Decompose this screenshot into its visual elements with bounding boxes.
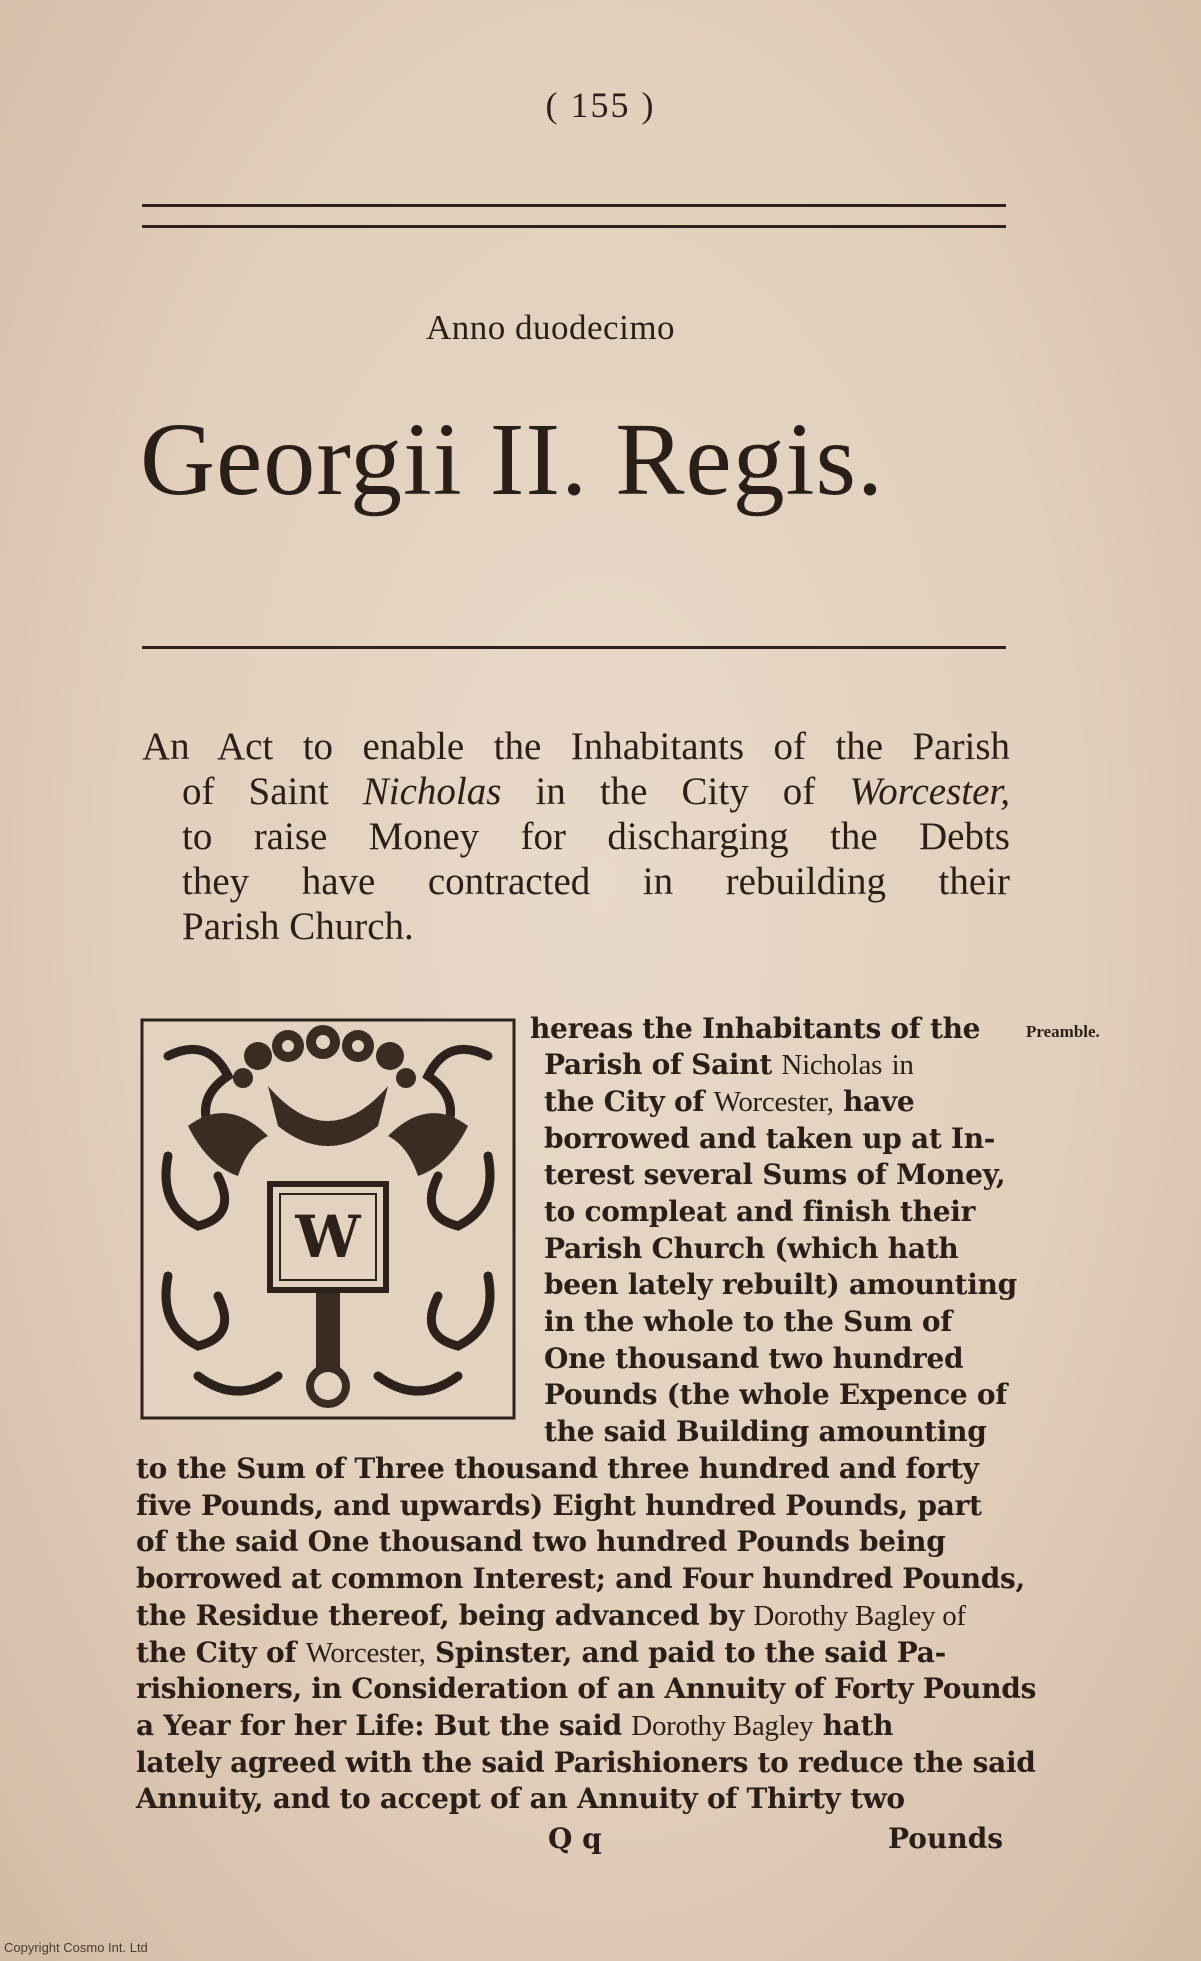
catchword: Pounds: [888, 1822, 1004, 1855]
body-line: to the Sum of Three thousand three hundred and forty: [136, 1452, 979, 1485]
body-line: One thousand two hundred: [544, 1342, 964, 1375]
body-line-roman: Dorothy Bagley: [631, 1710, 814, 1742]
body-line-text: the City of: [136, 1636, 297, 1669]
body-line: terest several Sums of Money,: [544, 1158, 1006, 1191]
body-line: five Pounds, and upwards) Eight hundred Pounds, part: [136, 1489, 982, 1522]
body-line-text: Parish of Saint: [544, 1048, 772, 1081]
act-title-italic-place: Worcester,: [849, 770, 1010, 813]
act-title-text: of Saint: [182, 770, 363, 813]
act-title-line: to raise Money for discharging the Debts: [182, 815, 1010, 858]
body-line-text: have: [842, 1085, 915, 1118]
body-line: been lately rebuilt) amounting: [544, 1268, 1017, 1301]
body-line: hereas the Inhabitants of the: [530, 1012, 981, 1045]
act-title-italic-place: Nicholas: [362, 770, 502, 813]
body-line: the said Building amounting: [544, 1415, 987, 1448]
anno-heading: Anno duodecimo: [426, 308, 676, 347]
body-line: [136, 1636, 946, 1670]
body-line: borrowed and taken up at In-: [544, 1122, 996, 1155]
act-title-line: [142, 769, 1010, 814]
body-line-roman: Dorothy Bagley of: [753, 1600, 966, 1632]
body-line: of the said One thousand two hundred Pounds being: [136, 1525, 946, 1558]
title-rule: [142, 646, 1006, 649]
body-line-text: the City of: [544, 1085, 705, 1118]
marginal-note-preamble: Preamble.: [1026, 1022, 1100, 1041]
top-rule-upper: [142, 204, 1006, 207]
body-line: in the whole to the Sum of: [544, 1305, 953, 1338]
top-rule-lower: [142, 225, 1006, 228]
body-line: borrowed at common Interest; and Four hundred Pounds,: [136, 1562, 1025, 1595]
body-line: Pounds (the whole Expence of: [544, 1378, 1007, 1411]
body-line: [136, 1709, 893, 1743]
act-title: [142, 724, 1010, 949]
body-line-roman: Nicholas: [781, 1049, 883, 1081]
body-line: rishioners, in Consideration of an Annuity of Forty Pounds: [136, 1672, 1037, 1705]
act-title-line: An Act to enable the Inhabitants of the Parish: [142, 725, 1010, 768]
body-line: Parish Church (which hath: [544, 1232, 959, 1265]
body-line: [544, 1048, 914, 1082]
body-line-roman: in: [891, 1049, 914, 1081]
act-title-text: in the City of: [501, 770, 850, 813]
act-title-line: they have contracted in rebuilding their: [182, 860, 1010, 903]
body-line: Annuity, and to accept of an Annuity of Thirty two: [136, 1782, 905, 1815]
regis-heading: Georgii II. Regis.: [140, 402, 884, 517]
body-line: [136, 1599, 966, 1633]
body-line-text: the Residue thereof, being advanced by: [136, 1599, 744, 1632]
body-line-text: hath: [822, 1709, 894, 1742]
body-line: lately agreed with the said Parishioners to reduce the said: [136, 1746, 1036, 1779]
act-title-line: Parish Church.: [182, 905, 414, 948]
body-line-text: Spinster, and paid to the said Pa-: [434, 1636, 946, 1669]
body-line-roman: Worcester,: [305, 1637, 426, 1669]
body-line-text: a Year for her Life: But the said: [136, 1709, 622, 1742]
initial-letter: W: [295, 1203, 361, 1271]
signature-mark: Q q: [548, 1822, 602, 1855]
copyright-watermark: Copyright Cosmo Int. Ltd: [4, 1940, 148, 1955]
body-line: to compleat and finish their: [544, 1195, 976, 1228]
body-line-roman: Worcester,: [713, 1086, 834, 1118]
page-number: ( 155 ): [545, 85, 656, 125]
decorative-initial-woodcut: [138, 1016, 518, 1422]
body-line: [544, 1085, 914, 1119]
